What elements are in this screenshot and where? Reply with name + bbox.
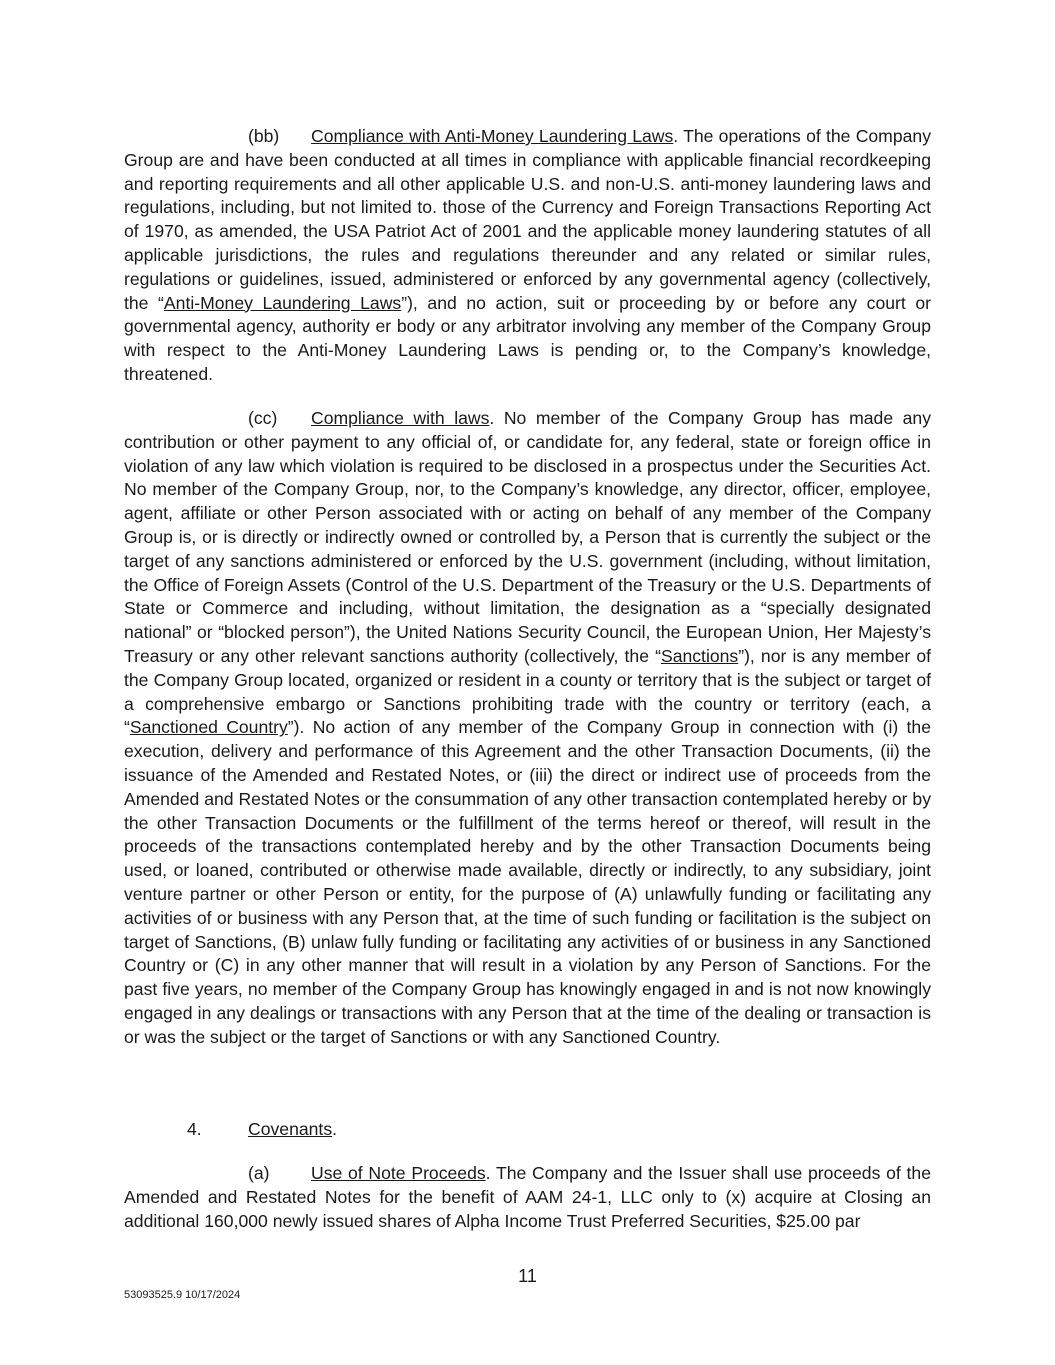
section-cc-text-3: ”). No action of any member of the Company Group in connection with (i) the execution, delivery and performance of this Agreement and the other Transaction Documents, (ii) the issuance of the Amended and Restated Notes, or (iii) the direct or indirect use of proceeds from the Amended and Restated Notes or the consummation of any other transaction contemplated hereby or by the other Transaction Documents or the fulfillment of the terms hereof or thereof, will result in the proceeds of the transactions contemplated hereby and by the other Transaction Documents being used, or loaned, contributed or otherwise made available, directly or indirectly, to any subsidiary, joint venture partner or other Person or entity, for the purpose of (A) unlawfully funding or facilitating any activities of or business with any Person that, at the time of such funding or facilitation is the subject on target of Sanctions, (B) unlaw fully funding or facilitating any activities of or business in any Sanctioned Country or (C) in any other manner that will result in a violation by any Person of Sanctions. For the past five years, no member of the Company Group has knowingly engaged in and is not now knowingly engaged in any dealings or transactions with any Person that at the time of the dealing or transaction is or was the subject or the target of Sanctions or with any Sanctioned Country.: [124, 717, 931, 1047]
page-number: 11: [518, 1266, 537, 1286]
section-cc-text-1: . No member of the Company Group has made any contribution or other payment to any official of, or candidate for, any federal, state or foreign office in violation of any law which violation is required to be disclosed in a prospectus under the Securities Act. No member of the Company Group, nor, to the Company’s knowledge, any director, officer, employee, agent, affiliate or other Person associated with or acting on behalf of any member of the Company Group is, or is directly or indirectly owned or controlled by, a Person that is currently the subject or the target of any sanctions administered or enforced by the U.S. government (including, without limitation, the Office of Foreign Assets (Control of the U.S. Department of the Treasury or the U.S. Departments of State or Commerce and including, without limitation, the designation as a “specially designated national” or “blocked person”), the United Nations Security Council, the European Union, Her Majesty’s Treasury or any other relevant sanctions authority (collectively, the “: [124, 408, 931, 666]
covenants-period: .: [332, 1119, 338, 1139]
section-a-paragraph: [124, 1162, 931, 1233]
defined-term-sanctioned-country: Sanctioned Country: [129, 717, 288, 738]
section-a-label: (a): [248, 1163, 270, 1183]
section-bb-text-1: . The operations of the Company Group are and have been conducted at all times in compliance with applicable financial recordkeeping and reporting requirements and all other applicable U.S. and non-U.S. anti-money laundering laws and regulations, including, but not limited to. those of the Currency and Foreign Transactions Reporting Act of 1970, as amended, the USA Patriot Act of 2001 and the applicable money laundering statutes of all applicable jurisdictions, the rules and regulations thereunder and any related or similar rules, regulations or guidelines, issued, administered or enforced by any governmental agency (collectively, the “: [124, 126, 931, 313]
section-bb-label: (bb): [248, 126, 280, 146]
defined-term-anti-money-laundering-laws: Anti-Money Laundering Laws: [163, 292, 402, 313]
section-a-heading: Use of Note Proceeds: [311, 1163, 486, 1183]
section-bb-text-2: ”), and no action, suit or proceeding by or before any court or governmental agency, authority er body or any arbitrator involving any member of the Company Group with respect to the Anti-Money Laundering Laws is pending or, to the Company’s knowledge, threatened.: [124, 292, 931, 384]
defined-term-sanctions: Sanctions: [660, 645, 739, 666]
covenants-number: 4.: [187, 1119, 202, 1139]
section-cc-text-2: ”), nor is any member of the Company Group located, organized or resident in a county or territory that is the subject or target of a comprehensive embargo or Sanctions prohibiting trade with the country or territory (each, a “: [124, 645, 931, 738]
section-a-text-1: . The Company and the Issuer shall use proceeds of the Amended and Restated Notes for the benefit of AAM 24-1, LLC only to (x) acquire at Closing an additional 160,000 newly issued shares of Alpha Income Trust Preferred Securities, $25.00 par: [124, 1163, 931, 1231]
document-id: 53093525.9 10/17/2024: [124, 1289, 241, 1301]
section-bb-heading: Compliance with Anti-Money Laundering Laws: [311, 126, 674, 146]
section-bb-paragraph: [124, 125, 931, 387]
section-cc-heading: Compliance with laws: [311, 408, 490, 428]
section-cc-paragraph: [124, 407, 931, 1050]
covenants-title: Covenants: [248, 1119, 333, 1139]
covenants-heading: [187, 1118, 337, 1142]
section-cc-label: (cc): [248, 408, 278, 428]
